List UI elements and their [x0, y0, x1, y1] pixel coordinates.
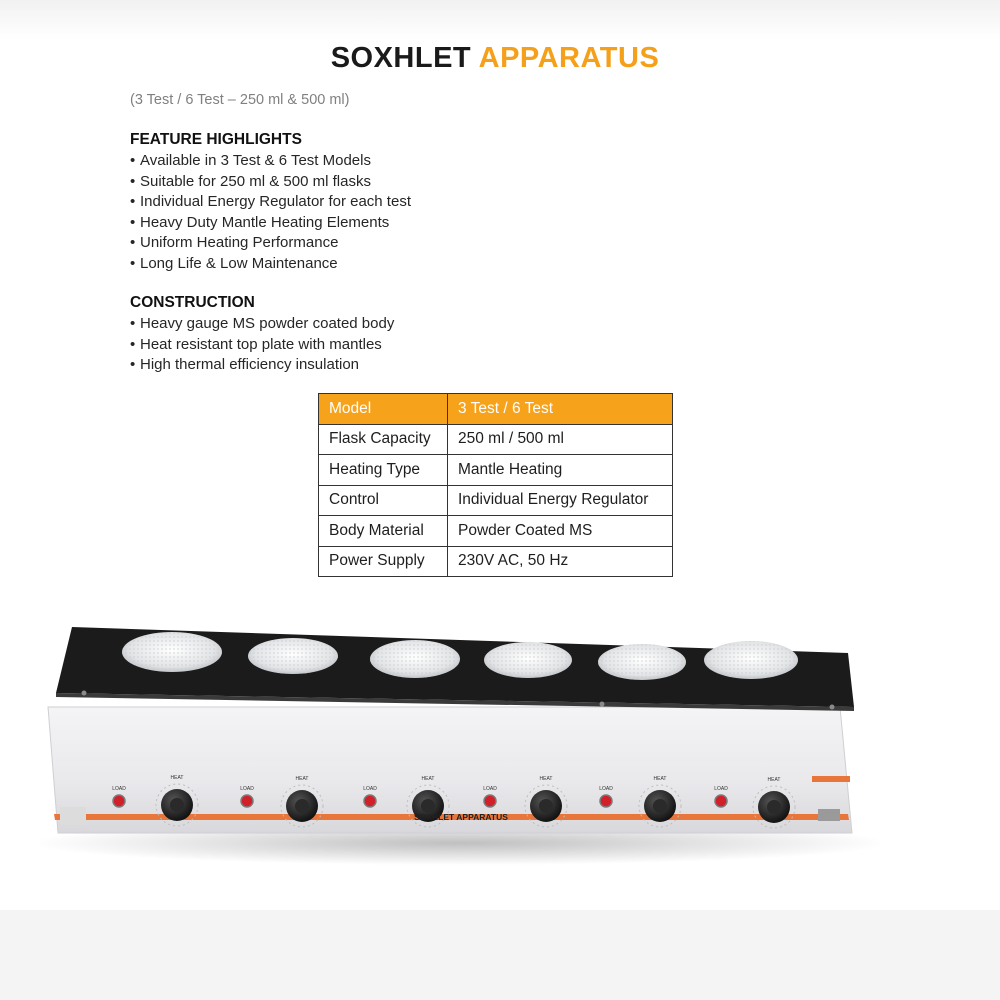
spec-key: Control	[319, 485, 448, 516]
construction-section	[130, 294, 394, 376]
spec-value: 3 Test / 6 Test	[448, 394, 673, 425]
spec-table-row	[319, 455, 673, 486]
load-indicator-lamp	[113, 795, 125, 807]
title-main: SOXHLET	[330, 42, 472, 74]
subtitle: (3 Test / 6 Test – 250 ml & 500 ml)	[130, 92, 350, 108]
feature-item: • Available in 3 Test & 6 Test Models	[130, 151, 411, 172]
feature-item: • Long Life & Low Maintenance	[130, 254, 411, 275]
construction-item: • Heavy gauge MS powder coated body	[130, 314, 394, 335]
feature-item: • Individual Energy Regulator for each test	[130, 192, 411, 213]
heating-mantle	[598, 644, 686, 680]
spec-key: Flask Capacity	[319, 424, 448, 455]
load-label: LOAD	[599, 786, 613, 792]
heating-mantle	[370, 640, 460, 678]
spec-key: Heating Type	[319, 455, 448, 486]
feature-item: • Uniform Heating Performance	[130, 233, 411, 254]
feature-highlights-section	[130, 131, 411, 274]
spec-key: Power Supply	[319, 546, 448, 577]
construction-list	[130, 314, 394, 376]
feature-highlights-heading: FEATURE HIGHLIGHTS	[130, 131, 302, 148]
spec-value: 250 ml / 500 ml	[448, 424, 673, 455]
heat-label: HEAT	[421, 776, 435, 782]
feature-item: • Suitable for 250 ml & 500 ml flasks	[130, 172, 411, 193]
feature-list	[130, 151, 411, 274]
spec-table-row	[319, 516, 673, 547]
front-panel-label: SOXHLET APPARATUS	[414, 812, 508, 822]
spec-table	[318, 393, 673, 577]
spec-table-row	[319, 546, 673, 577]
page-title	[0, 42, 990, 75]
load-indicator-lamp	[715, 795, 727, 807]
spec-key: Body Material	[319, 516, 448, 547]
load-indicator-lamp	[484, 795, 496, 807]
spec-table-row	[319, 485, 673, 516]
spec-table-row	[319, 424, 673, 455]
spec-value: Individual Energy Regulator	[448, 485, 673, 516]
load-indicator-lamp	[600, 795, 612, 807]
load-label: LOAD	[363, 786, 377, 792]
spec-value: Powder Coated MS	[448, 516, 673, 547]
title-accent: APPARATUS	[478, 42, 660, 74]
construction-item: • Heat resistant top plate with mantles	[130, 335, 394, 356]
spec-key: Model	[319, 394, 448, 425]
soxhlet-apparatus-image	[40, 615, 880, 875]
spec-value: 230V AC, 50 Hz	[448, 546, 673, 577]
spec-table-header-row	[319, 394, 673, 425]
bottom-band	[0, 910, 1000, 1000]
heating-mantle	[248, 638, 338, 674]
heat-label: HEAT	[170, 775, 184, 781]
load-label: LOAD	[483, 786, 497, 792]
load-label: LOAD	[240, 786, 254, 792]
heating-mantle	[122, 632, 222, 672]
load-label: LOAD	[714, 786, 728, 792]
heating-mantle	[484, 642, 572, 678]
heat-label: HEAT	[767, 777, 781, 783]
feature-item: • Heavy Duty Mantle Heating Elements	[130, 213, 411, 234]
heat-label: HEAT	[295, 776, 309, 782]
load-label: LOAD	[112, 786, 126, 792]
spec-value: Mantle Heating	[448, 455, 673, 486]
heating-mantle	[704, 641, 798, 679]
heat-label: HEAT	[539, 776, 553, 782]
construction-heading: CONSTRUCTION	[130, 294, 255, 311]
load-indicator-lamp	[241, 795, 253, 807]
heat-label: HEAT	[653, 776, 667, 782]
construction-item: • High thermal efficiency insulation	[130, 355, 394, 376]
top-shade	[0, 0, 1000, 40]
load-indicator-lamp	[364, 795, 376, 807]
